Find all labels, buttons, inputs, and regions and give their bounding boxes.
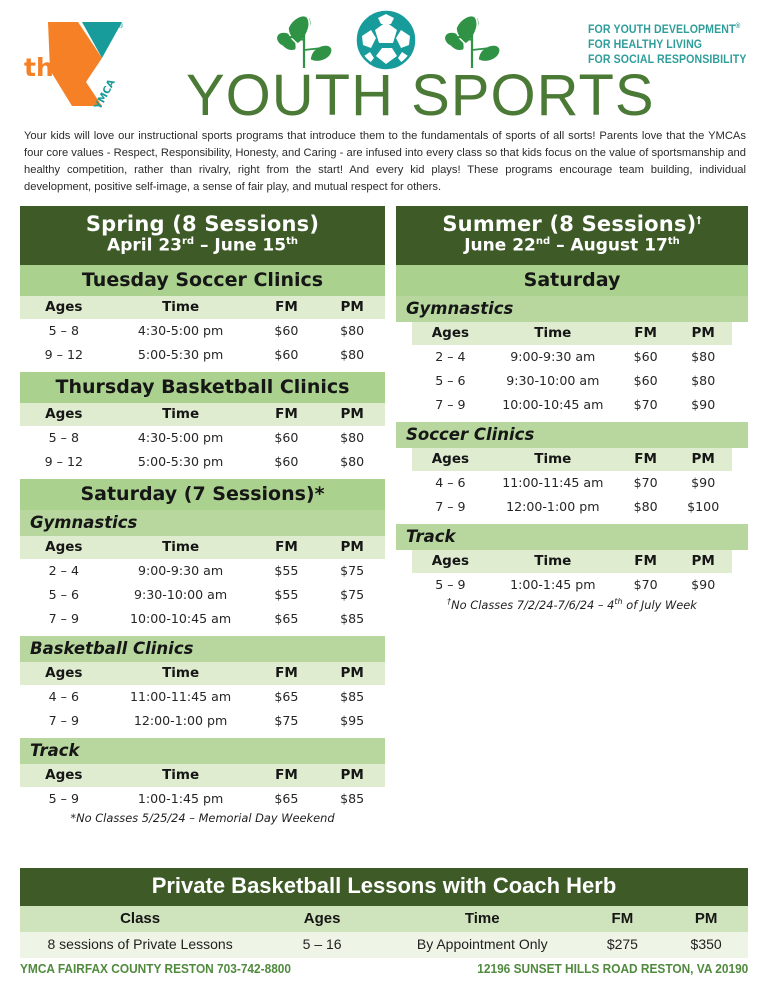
table-header-row <box>412 448 732 471</box>
cell-time: 4:30-5:00 pm <box>108 319 254 343</box>
table-row <box>20 787 385 811</box>
cell-ages: 5 – 6 <box>20 583 108 607</box>
table-row <box>412 573 732 597</box>
table-row <box>20 343 385 367</box>
table-row <box>20 583 385 607</box>
cell-fm: $60 <box>254 319 320 343</box>
cell-pm: $75 <box>319 583 385 607</box>
cell-fm: $60 <box>254 343 320 367</box>
summer-column <box>396 206 748 617</box>
column-header-time: Time <box>489 550 617 573</box>
summer-gymnastics-wrap <box>396 322 748 417</box>
section-header-saturday-summer: Saturday <box>396 265 748 296</box>
cell-pm: $80 <box>319 426 385 450</box>
column-header-ages: Ages <box>412 448 489 471</box>
section-header-thursday-basketball: Thursday Basketball Clinics <box>20 372 385 403</box>
cell-ages: 7 – 9 <box>412 495 489 519</box>
column-header-fm: FM <box>617 448 675 471</box>
column-header-time: Time <box>108 536 254 559</box>
cell-time: 11:00-11:45 am <box>108 685 254 709</box>
column-header-time: Time <box>384 906 581 932</box>
table-row <box>20 607 385 631</box>
cell-time: 5:00-5:30 pm <box>108 343 254 367</box>
cell-time: By Appointment Only <box>384 932 581 958</box>
intro-paragraph: Your kids will love our instructional sports programs that introduce them to the fundamentals of sports of all sorts! Parents love that the YMCAs four core values - Respect, Responsibility, Honesty, and Caring - are infused into every class so that kids focus on the value of sportsmanship and healthy competition, rather than rivalry, right from the start! And every kid plays! These programs encourage team building, individual development, positive self-image, a sense of fair play, and mutual respect for others. <box>24 130 746 194</box>
cell-fm: $60 <box>254 450 320 474</box>
table-summer-track <box>412 550 732 597</box>
spring-title: Spring (8 Sessions) <box>85 212 320 236</box>
column-header-pm: PM <box>319 296 385 319</box>
column-header-pm: PM <box>664 906 748 932</box>
svg-text:the: the <box>24 53 71 82</box>
column-header-pm: PM <box>319 536 385 559</box>
cell-time: 1:00-1:45 pm <box>108 787 254 811</box>
subsection-header-track: Track <box>396 524 748 550</box>
cell-pm: $85 <box>319 607 385 631</box>
cell-pm: $80 <box>674 345 732 369</box>
spring-footnote: *No Classes 5/25/24 – Memorial Day Weekend <box>20 811 385 830</box>
registered-mark-icon: ® <box>735 23 741 30</box>
cell-pm: $90 <box>674 573 732 597</box>
column-header-pm: PM <box>319 662 385 685</box>
footer-address: 12196 SUNSET HILLS ROAD RESTON, VA 20190 <box>476 962 748 976</box>
dagger-icon: † <box>447 597 452 607</box>
cell-ages: 7 – 9 <box>20 709 108 733</box>
cell-pm: $95 <box>319 709 385 733</box>
cell-ages: 5 – 8 <box>20 319 108 343</box>
cell-ages: 5 – 9 <box>412 573 489 597</box>
cell-time: 4:30-5:00 pm <box>108 426 254 450</box>
summer-footnote: †No Classes 7/2/24-7/6/24 – 4th of July Week <box>396 597 748 617</box>
tagline-line-1: FOR YOUTH DEVELOPMENT® <box>588 23 741 36</box>
cell-pm: $80 <box>319 450 385 474</box>
table-row <box>20 709 385 733</box>
table-row <box>20 559 385 583</box>
cell-pm: $85 <box>319 685 385 709</box>
column-header-fm: FM <box>617 322 675 345</box>
cell-pm: $100 <box>674 495 732 519</box>
column-header-ages: Ages <box>20 764 108 787</box>
subsection-header-gymnastics: Gymnastics <box>20 510 385 536</box>
table-header-row <box>412 550 732 573</box>
section-header-tuesday-soccer: Tuesday Soccer Clinics <box>20 265 385 296</box>
table-header-row <box>20 662 385 685</box>
cell-time: 1:00-1:45 pm <box>489 573 617 597</box>
cell-ages: 9 – 12 <box>20 343 108 367</box>
column-header-pm: PM <box>319 403 385 426</box>
cell-ages: 5 – 8 <box>20 426 108 450</box>
summer-title: Summer (8 Sessions)† <box>442 212 702 236</box>
cell-fm: $60 <box>617 345 675 369</box>
footer-branch-and-phone: YMCA FAIRFAX COUNTY RESTON 703-742-8800 <box>20 962 292 976</box>
column-header-ages: Ages <box>260 906 384 932</box>
column-header-fm: FM <box>254 296 320 319</box>
spring-season-header <box>20 206 385 265</box>
column-header-pm: PM <box>674 322 732 345</box>
column-header-time: Time <box>108 662 254 685</box>
column-header-time: Time <box>108 296 254 319</box>
cell-time: 5:00-5:30 pm <box>108 450 254 474</box>
cell-fm: $55 <box>254 583 320 607</box>
spring-column <box>20 206 385 830</box>
page-header <box>0 0 768 128</box>
column-header-time: Time <box>489 448 617 471</box>
column-header-ages: Ages <box>20 662 108 685</box>
cell-ages: 7 – 9 <box>412 393 489 417</box>
table-row <box>20 450 385 474</box>
cell-time: 10:00-10:45 am <box>108 607 254 631</box>
table-private-lessons <box>20 906 748 958</box>
cell-time: 12:00-1:00 pm <box>489 495 617 519</box>
table-summer-soccer <box>412 448 732 519</box>
summer-soccer-wrap <box>396 448 748 519</box>
cell-ages: 9 – 12 <box>20 450 108 474</box>
svg-text:®: ® <box>117 22 124 30</box>
cell-fm: $65 <box>254 787 320 811</box>
cell-ages: 4 – 6 <box>412 471 489 495</box>
cell-fm: $60 <box>617 369 675 393</box>
column-header-pm: PM <box>674 448 732 471</box>
table-row <box>20 319 385 343</box>
cell-pm: $80 <box>674 369 732 393</box>
cell-fm: $70 <box>617 471 675 495</box>
cell-fm: $75 <box>254 709 320 733</box>
cell-pm: $80 <box>319 319 385 343</box>
cell-time: 9:30-10:00 am <box>489 369 617 393</box>
tagline-line-2: FOR HEALTHY LIVING <box>588 38 703 51</box>
section-header-saturday-spring: Saturday (7 Sessions)* <box>20 479 385 510</box>
summer-season-header <box>396 206 748 265</box>
cell-fm: $65 <box>254 607 320 631</box>
column-header-fm: FM <box>254 536 320 559</box>
cell-time: 9:00-9:30 am <box>489 345 617 369</box>
column-header-ages: Ages <box>412 550 489 573</box>
table-summer-gymnastics <box>412 322 732 417</box>
cell-pm: $90 <box>674 393 732 417</box>
table-saturday-basketball <box>20 662 385 733</box>
table-row <box>20 685 385 709</box>
column-header-pm: PM <box>674 550 732 573</box>
cell-ages: 2 – 4 <box>412 345 489 369</box>
column-header-ages: Ages <box>20 403 108 426</box>
ymca-logo <box>16 14 128 114</box>
column-header-ages: Ages <box>20 536 108 559</box>
column-header-fm: FM <box>254 764 320 787</box>
cell-pm: $90 <box>674 471 732 495</box>
subsection-header-soccer-clinics: Soccer Clinics <box>396 422 748 448</box>
cell-pm: $75 <box>319 559 385 583</box>
column-header-time: Time <box>489 322 617 345</box>
table-saturday-gymnastics <box>20 536 385 631</box>
table-row <box>412 495 732 519</box>
svg-text:YMCA: YMCA <box>92 77 118 112</box>
dagger-icon: † <box>696 215 702 226</box>
column-header-fm: FM <box>581 906 665 932</box>
cell-fm: $80 <box>617 495 675 519</box>
cell-ages: 5 – 9 <box>20 787 108 811</box>
cell-ages: 5 – 16 <box>260 932 384 958</box>
private-lessons-section <box>20 868 748 958</box>
summer-dates: June 22nd – August 17th <box>464 235 680 256</box>
table-header-row <box>20 536 385 559</box>
cell-ages: 2 – 4 <box>20 559 108 583</box>
table-tuesday-soccer <box>20 296 385 367</box>
cell-class: 8 sessions of Private Lessons <box>20 932 260 958</box>
cell-fm: $70 <box>617 393 675 417</box>
cell-time: 12:00-1:00 pm <box>108 709 254 733</box>
cell-pm: $80 <box>319 343 385 367</box>
column-header-class: Class <box>20 906 260 932</box>
column-header-pm: PM <box>319 764 385 787</box>
table-row <box>412 393 732 417</box>
cell-fm: $60 <box>254 426 320 450</box>
cell-ages: 5 – 6 <box>412 369 489 393</box>
cell-ages: 4 – 6 <box>20 685 108 709</box>
subsection-header-gymnastics: Gymnastics <box>396 296 748 322</box>
cell-ages: 7 – 9 <box>20 607 108 631</box>
spring-dates: April 23rd – June 15th <box>107 235 298 256</box>
cell-time: 9:30-10:00 am <box>108 583 254 607</box>
table-row <box>412 369 732 393</box>
cell-fm: $65 <box>254 685 320 709</box>
private-lessons-title: Private Basketball Lessons with Coach Herb <box>20 868 748 906</box>
cell-pm: $350 <box>664 932 748 958</box>
table-header-row <box>20 906 748 932</box>
table-row <box>20 932 748 958</box>
cell-time: 9:00-9:30 am <box>108 559 254 583</box>
ymca-tagline <box>588 22 760 68</box>
column-header-time: Time <box>108 764 254 787</box>
table-header-row <box>20 764 385 787</box>
table-header-row <box>20 403 385 426</box>
cell-pm: $85 <box>319 787 385 811</box>
cell-fm: $275 <box>581 932 665 958</box>
tagline-line-3: FOR SOCIAL RESPONSIBILITY <box>588 53 747 66</box>
cell-fm: $70 <box>617 573 675 597</box>
column-header-ages: Ages <box>20 296 108 319</box>
subsection-header-track: Track <box>20 738 385 764</box>
table-row <box>20 426 385 450</box>
summer-track-wrap <box>396 550 748 597</box>
page-title: YOUTH SPORTS <box>186 63 655 128</box>
subsection-header-basketball-clinics: Basketball Clinics <box>20 636 385 662</box>
column-header-fm: FM <box>254 403 320 426</box>
cell-fm: $55 <box>254 559 320 583</box>
table-header-row <box>20 296 385 319</box>
column-header-fm: FM <box>254 662 320 685</box>
table-row <box>412 471 732 495</box>
column-header-time: Time <box>108 403 254 426</box>
table-thursday-basketball <box>20 403 385 474</box>
column-header-fm: FM <box>617 550 675 573</box>
table-header-row <box>412 322 732 345</box>
column-header-ages: Ages <box>412 322 489 345</box>
cell-time: 10:00-10:45 am <box>489 393 617 417</box>
table-row <box>412 345 732 369</box>
cell-time: 11:00-11:45 am <box>489 471 617 495</box>
table-saturday-track <box>20 764 385 811</box>
